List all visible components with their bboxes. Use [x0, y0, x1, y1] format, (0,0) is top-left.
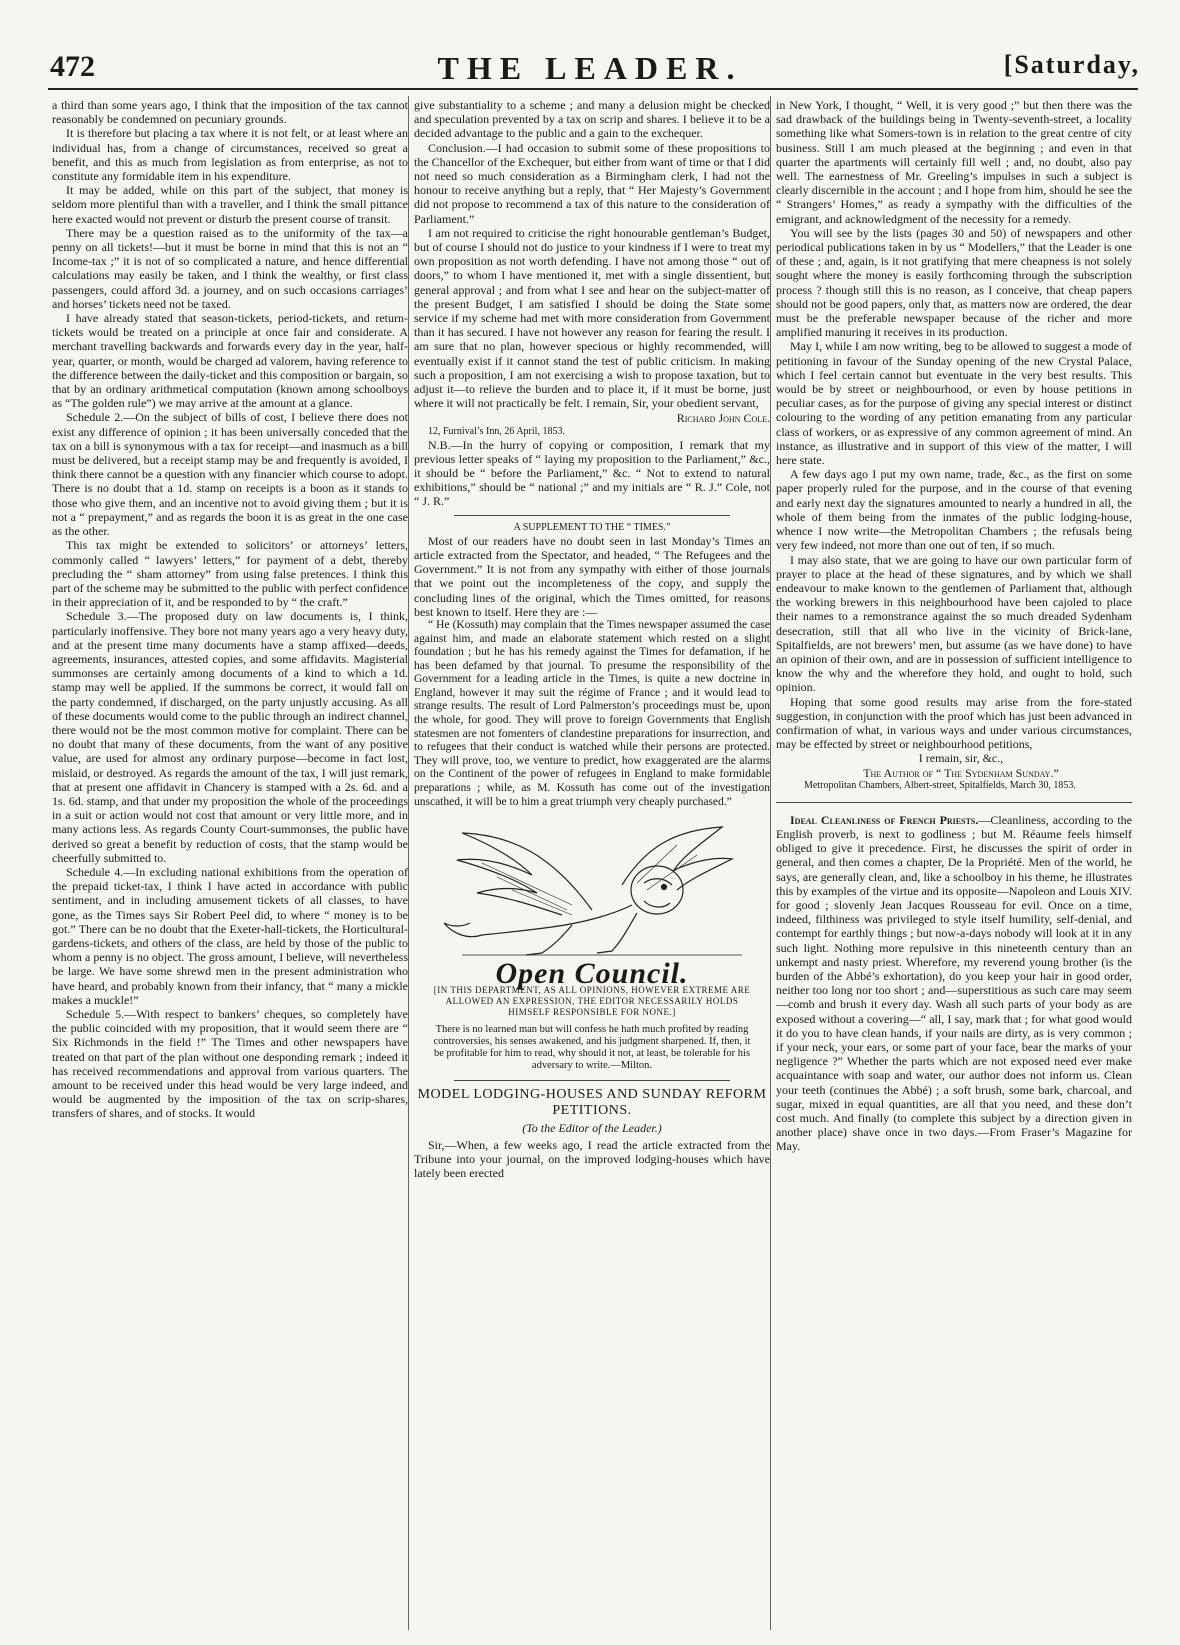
paragraph: This tax might be extended to solicitors’ or attorneys’ letters, commonly called “ lawyers’ letters,” for payment of a debt, thereby precluding the “ sham attorney” from using false pretences. I think this part of the scheme may be submitted to the public with perfect confidence in their appreciation of it, and be responded to by “ the craft.” [52, 538, 408, 610]
nb-paragraph: N.B.—In the hurry of copying or composition, I remark that my previous letter speaks of “ laying my proposition to the Parliament,” &c., it should be “ before the Parliament,” &c. “ Not to extend to natural exhibitions,” should be “ national ;” and my initials are “ R. J.” Cole, not “ J. R.” [414, 437, 770, 509]
paragraph: Most of our readers have no doubt seen in last Monday’s Times an article extracted from the Spectator, and headed, “ The Refugees and the Government.” It is not from any sympathy with either of those journals that we point out the incompleteness of the copy, and supply the concluding lines of the original, which the Times omitted, for reasons best known to itself. Here they are :— [414, 533, 770, 619]
quoted-extract: “ He (Kossuth) may complain that the Times newspaper assumed the case against him, and made an elaborate statement which rested on a slight foundation ; but he has his remedy against the Times for defamation, if he has been defamed by that journal. To presume the responsibility of the Government for a leading article in the Times, is quite a new doctrine in England, however it may suit the régime of France ; and it would lead to strange results. The result of Lord Palmerston’s proceedings must be, upon the whole, for good. They will prove to foreign Governments that English statesmen are not fomenters of clandestine preparations for insurrection, and to refugees that their conduct is watched while their persons are protected. They will prove, too, we venture to predict, how exaggerated are the alarms on the Continent of the power of refugees in England to make formidable preparations ; while, as M. Kossuth has come out of the investigation unscathed, it will be to him a great triumph very cheaply purchased.” [414, 618, 770, 808]
divider [454, 515, 730, 516]
paragraph: Conclusion.—I had occasion to submit some of these propositions to the Chancellor of the Exchequer, but either from want of time or that I did not need so much consideration as a Birmingham clerk, I had not the honour to receive anything but a reply, that “ Her Majesty’s Government did not propose to recommend a tax of this nature to the consideration of Parliament.” [414, 140, 770, 226]
paragraph: a third than some years ago, I think that the imposition of the tax cannot reasonably be condemned on pecuniary grounds. [52, 98, 408, 127]
editorial-disclaimer: [IN THIS DEPARTMENT, AS ALL OPINIONS, HOWEVER EXTREME ARE ALLOWED AN EXPRESSION, THE EDITOR NECESSARILY HOLDS HIMSELF RESPONSIBLE FOR NONE.] [433, 985, 751, 1018]
page-number: 472 [50, 50, 95, 83]
paragraph: A few days ago I put my own name, trade, &c., as the first on some paper properly ruled for the purpose, and in the course of that evening and early next day the signatures amounted to nearly a hundred in all, the whole of them being from the inmates of the public lodging-house, whence I now write—the Metropolitan Chambers ; the refusals being very few indeed, not more than one out of ten, if so much. [776, 467, 1132, 553]
paragraph: Sir,—When, a few weeks ago, I read the article extracted from the Tribune into your journal, on the improved lodging-houses which have lately been erected [414, 1137, 770, 1181]
paragraph: Schedule 4.—In excluding national exhibitions from the operation of the prepaid ticket-tax, I think I have acted in accordance with public sentiment, and in including amusement tickets of all classes, to have gone, as the Times says Sir Robert Peel did, to where “ money is to be got.” There can be no doubt that the Exeter-hall-tickets, the Horticultural-gardens-tickets, and others of the class, are held by those of the public to whom a penny is no object. The gross amount, I believe, will nevertheless be large. We have some shrewd men in the present administration who have heard, and probably known from their infancy, that “ many a mickle makes a muckle!” [52, 864, 408, 1007]
paragraph: in New York, I thought, “ Well, it is very good ;” but then there was the sad drawback of the buildings being in Twenty-seventh-street, a locality something like what Somers-town is in relation to the great centre of city business. Still I am much pleased at the beginning ; and even in that quarter the apartments will certainly fill well ; and, no doubt, also pay well. The earnestness of Mr. Greeling’s impulses in such a subject is clearly discernible in the account ; and I hope from him, should he see the “ Strangers’ Homes,” as ready a sympathy with the difficulties of the emigrant, and acknowledgment of the necessity for a remedy. [776, 98, 1132, 226]
article-subheading: (To the Editor of the Leader.) [522, 1121, 662, 1136]
paragraph: May I, while I am now writing, beg to be allowed to suggest a mode of petitioning in favour of the Sunday opening of the new Crystal Palace, which I feel certain cannot but eventuate in the very best results. This would be by street or neighbourhood, or even by house petitions in peculiar cases, as for the purpose of giving any special interest or distinct colouring to the wording of any petition emanating from any particular class of workers, or as expressive of any common agreement of mind. An instance, as illustrative and in support of this view of the matter, I will here state. [776, 339, 1132, 468]
paragraph: I may also state, that we are going to have our own particular form of prayer to place at the head of these signatures, and by which we shall endeavour to make known to the gentlemen of Parliament that, although the working brewers in this neighbourhood have been cajoled to place their names to a remonstrance against the so much dreaded Sydenham desecration, still that all who live in the vicinity of Brick-lane, Spitalfields, are not brewers’ men, but assume (as we have done) to have an opinion of their own, and are in possession of sufficient intelligence to know the why and the wherefore they hold, and ought to hold, such opinion. [776, 552, 1132, 695]
column-3 [776, 98, 1132, 1638]
milton-epigraph: There is no learned man but will confess he hath much profited by reading controversies, his senses awakened, and his judgment sharpened. If, then, it be profitable for him to read, why should it not, at least, be tolerable for his adversary to write.—Milton. [433, 1024, 751, 1072]
letter-signature: Richard John Cole. [676, 411, 770, 426]
masthead [40, 44, 1140, 84]
letter-dateline: 12, Furnival’s Inn, 26 April, 1853. [428, 425, 565, 437]
article-heading: MODEL LODGING-HOUSES AND SUNDAY REFORM PETITIONS. [417, 1087, 767, 1119]
paragraph [776, 813, 1132, 1154]
paragraph: Hoping that some good results may arise from the fore-stated suggestion, in conjunction with the proof which has just been advanced in confirmation of what, in various ways and under various circumstances, may be effected by street or neighbourhood petitions, [776, 694, 1132, 752]
paragraph: I have already stated that season-tickets, period-tickets, and return-tickets would be treated on a principle at once fair and considerate. A merchant travelling backwards and forwards every day in the year, half-year, quarter, or month, would be charged ad valorem, having reference to the difference between the daily-ticket and this composition or bargain, so that by an ordinary arithmetical computation (known among schoolboys as “The golden rule”) we may arrive at the amount at a glance. [52, 311, 408, 411]
item-text: —Cleanliness, according to the English proverb, is next to godliness ; but M. Réaume feels himself obliged to give it precedence. First, he discusses the spirit of order in general, and then comes a chapter, De la Propriété. Men of the world, he says, are generally clean, and, like a schoolboy in his theme, he illustrates this by examples of the virtue and its opposite—Napoleon and Louis XIV. for good ; slovenly Jean Jacques Rousseau for evil. Once on a time, indeed, filthiness was privileged to style itself humility, self-denial, and contempt for earthly things ; but now-a-days nobody will look at it in any such light. Nothing more repulsive in this nineteenth century than an unkempt and nasty priest. Wherefore, my reverend young brother (is the burden of the Abbé’s exhortation), do you keep your hair in good order, neither too long nor too short ; and—superstitious as such care may seem—comb and brush it every day. Wash all such parts of your body as are exposed without a covering—“ all, I say, mark that ; for what good would it do you to have clean hands, if your nails are dirty, as is very common ; if your neck, your ears, or some part of your face, bear the marks of your negligence ?” Whether the parts which are not exposed need ever make acquaintance with soap and water, our author does not inform us. Clean your teeth (continues the Abbé) ; a soft brush, some bark, charcoal, and sugar, mixed in equal quantities, are all that you need, and these don’t cost much. And finally (to complete this subject by a direction given in another place) shave once in two days.—From Fraser’s Magazine for May. [776, 812, 1132, 1154]
newspaper-title: THE LEADER. [437, 50, 743, 86]
issue-day: [Saturday, [1003, 50, 1140, 79]
paragraph: I am not required to criticise the right honourable gentleman’s Budget, but of course I should not do justice to your kindness if I were to treat my own proposition as not worth defending. I have not among those “ out of doors,” to whom I have mentioned it, met with a single dissentient, but general approval ; and from what I see and hear on the subject-matter of the present Budget, I am satisfied I should be doing the State some service if my scheme had met with more consideration from Government than it has secured. I have not however any reason for fearing the result. I am sure that no plan, however specious or highly recommended, will eventually exist if it cannot stand the test of public criticism. In making such a proposition, I am not exercising a wish to propose taxation, but to adjust it—to relieve the burden and to place it, if it must be borne, just where it will not practically be felt. I remain, Sir, your obedient servant, [414, 225, 770, 411]
divider [454, 1080, 730, 1081]
paragraph: Schedule 3.—The proposed duty on law documents is, I think, particularly inoffensive. They bore not many years ago a very heavy duty, and at the present time many documents have a stamp affixed—deeds, agreements, insurances, attested copies, and some affidavits. Magisterial summonses are certainly among documents of a kind to which a 1d. stamp may well be applied. If the summons be correct, it would fall on the party condemned, if discharged, on the party unjustly accusing. As all of these documents would come to the public through an indirect channel, there would not be the most common motive for complaint. There can be no doubt that many of these documents, from the want of any positive value, are used for almost any ordinary purpose—become in fact lost, mislaid, or destroyed. As regards the amount of the tax, I will just remark, that at present one affidavit in Chancery is stamped with a 2s. 6d. and a 1s. 6d. stamp, and that under my proposition the whole of the proceedings in a suit or action would not cost that amount or very little more, and in many actions less. As regards County Court-summonses, the public have derived so great a benefit by reduction of costs, that the stamp would be cheerfully submitted to. [52, 609, 408, 865]
column-1 [52, 98, 408, 1638]
letter-signature: The Author of “ The Sydenham Sunday.” [863, 765, 1059, 780]
paragraph: give substantiality to a scheme ; and many a delusion might be checked and speculation prevented by a tax on scrip and shares. I believe it to be a decided advantage to the public and a gain to the exchequer. [414, 98, 770, 141]
paragraph: There may be a question raised as to the uniformity of the tax—a penny on all tickets!—but it must be borne in mind that this is not an “ Income-tax ;” it is not of so complicated a nature, and hence differential calculations may easily be taken, and I think the wealthy, or first class passengers, could afford 3d. a journey, and on such occasions carriages’ and horses’ tickets need not be taxed. [52, 225, 408, 311]
item-lead: Ideal Cleanliness of French Priests. [790, 812, 979, 827]
paragraph: It is therefore but placing a tax where it is not felt, or at least where an individual has, from a change of circumstances, received so great a benefit, and this as much from legislation as from enterprise, as not to constitute any formidable item in his expenditure. [52, 126, 408, 184]
letter-address: Metropolitan Chambers, Albert-street, Spitalfields, March 30, 1853. [804, 779, 1076, 791]
open-council-title: Open Council. [495, 957, 689, 991]
divider [776, 802, 1132, 803]
paragraph: It may be added, while on this part of the subject, that money is seldom more plentiful than with a traveller, and I think the small pittance here exacted would not prevent or disturb the present course of transit. [52, 183, 408, 226]
letter-closing: I remain, sir, &c., [918, 751, 1004, 766]
paragraph: You will see by the lists (pages 30 and 50) of newspapers and other periodical publications taken in by us “ Modellers,” that the Leader is one of these ; and, again, is it not gratifying that mere cheapness is not solely sought where the money is easily forthcoming through the subscription process ? though still this is no reason, as I conceive, that cheap papers should not be good papers, only that, as matters now are ordered, the dear must be the preferable newspaper because of the richer and more amplified manuring it receives in its production. [776, 225, 1132, 340]
masthead-rule [48, 88, 1138, 90]
paragraph: Schedule 5.—With respect to bankers’ cheques, so completely have the public coincided with my proposition, that it would seem there are “ Six Richmonds in the field !” The Times and other newspapers have treated on that part of the plan without one desponding remark ; indeed it has received recommendations and approval from various quarters. The amount to be received under this head would be very large indeed, and would be augmented by the imposition of the tax on scrip-shares, transfers of shares, and of stocks. It would [52, 1007, 408, 1121]
column-2 [414, 98, 770, 1638]
section-heading: A SUPPLEMENT TO THE “ TIMES.” [513, 521, 671, 533]
winged-lion-illustration [422, 815, 762, 965]
paragraph: Schedule 2.—On the subject of bills of cost, I believe there does not exist any difference of opinion ; it has been universally conceded that the tax on a bill is synonymous with a tax for receipt—and inasmuch as a bill must be delivered, but a receipt stamp may be and frequently is avoided, I think there cannot be a question with any financier which course to adopt. There is no doubt that a 1d. stamp on receipts is a boon as it stands to those who give them, and an incentive not to avoid giving them ; but it is not a “ prepayment,” and as regards the boon it is as great in the one case as the other. [52, 410, 408, 539]
column-rule [408, 96, 409, 1630]
column-rule [770, 96, 771, 1630]
